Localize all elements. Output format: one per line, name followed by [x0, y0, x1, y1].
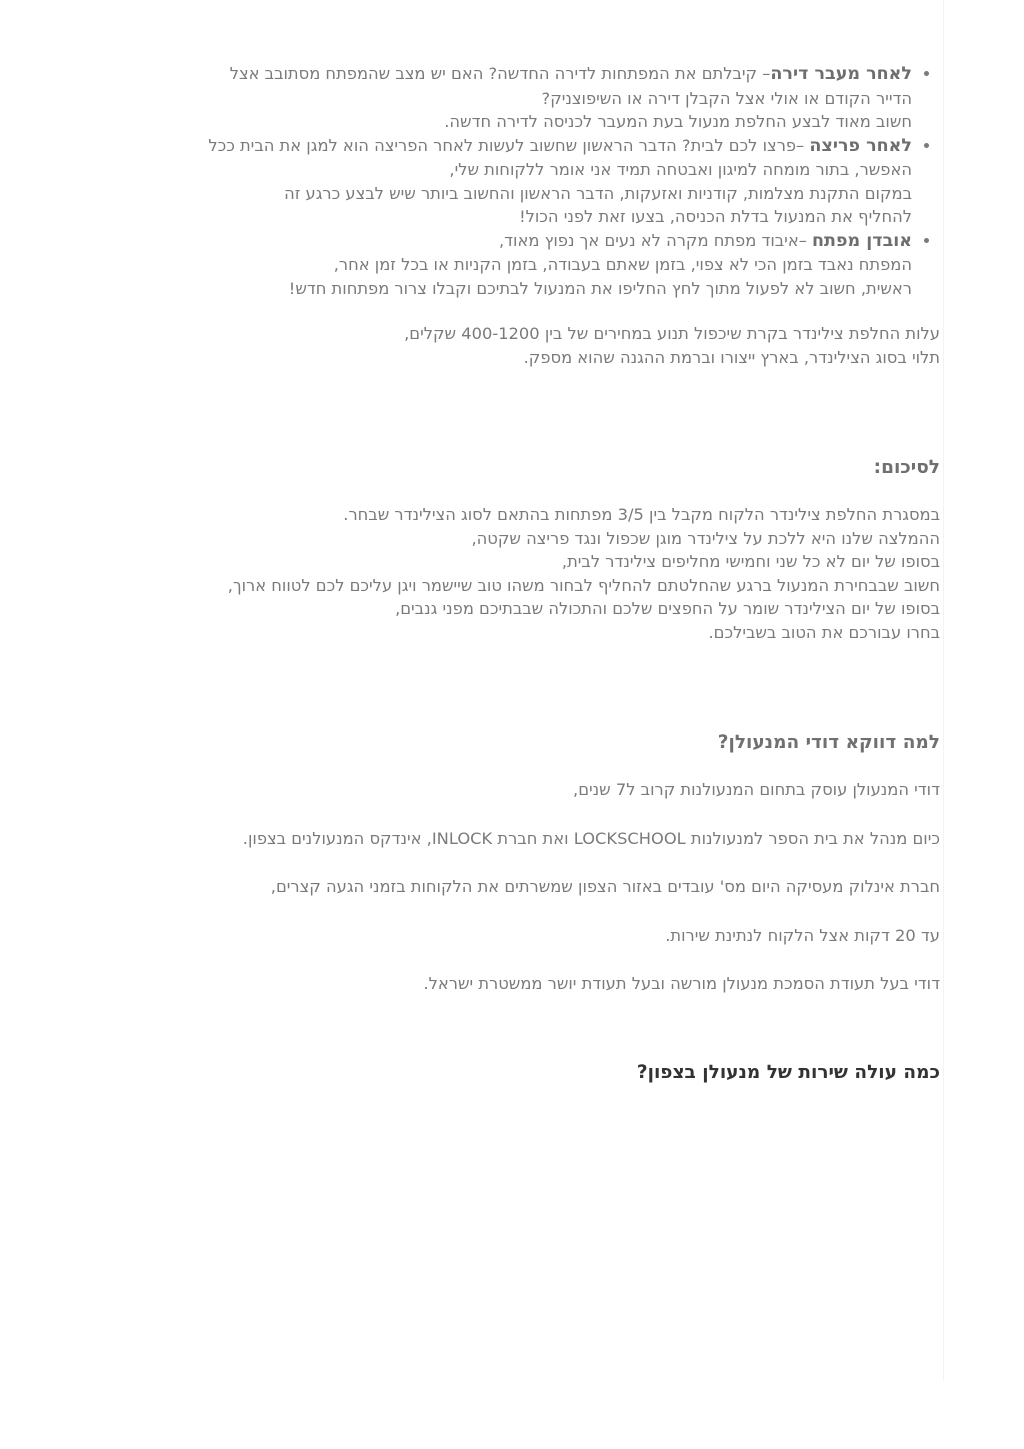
- why-paragraph: חברת אינלוק מעסיקה היום מס' עובדים באזור הצפון שמשרתים את הלקוחות בזמני הגעה קצרים,: [270, 877, 940, 896]
- bullet-line: –איבוד מפתח מקרה לא נעים אך נפוץ מאוד,: [498, 230, 813, 250]
- paragraph-line: בסופו של יום לא כל שני וחמישי מחליפים צילינדר לבית,: [561, 552, 940, 571]
- paragraph-line: עלות החלפת צילינדר בקרת שיכפול תנוע במחירים של בין 400-1200 שקלים,: [404, 324, 940, 343]
- why-paragraph: דודי בעל תעודת הסמכת מנעולן מורשה ובעל תעודת יושר ממשטרת ישראל.: [423, 974, 940, 993]
- bullet-line: המפתח נאבד בזמן הכי לא צפוי, בזמן שאתם בעבודה, בזמן הקניות או בכל זמן אחר,: [333, 255, 912, 274]
- summary-heading: לסיכום:: [873, 457, 940, 478]
- bullet-line: במקום התקנת מצלמות, קודניות ואזעקות, הדבר הראשון והחשוב ביותר שיש לבצע כרגע זה: [284, 183, 912, 203]
- right-margin-rule: [943, 0, 944, 1380]
- bullet-lead: לאחר פריצה: [809, 135, 912, 156]
- bullet-lead: לאחר מעבר דירה: [770, 64, 912, 84]
- list-item: [100, 229, 912, 301]
- paragraph-line: בחרו עבורכם את הטוב בשבילכם.: [708, 622, 940, 642]
- bullet-line: להחליף את המנעול בדלת הכניסה, בצעו זאת לפני הכול!: [519, 207, 912, 226]
- bullet-line: ראשית, חשוב לא לפעול מתוך לחץ החליפו את המנעול לבתיכם וקבלו צרור מפתחות חדש!: [288, 278, 912, 298]
- why-paragraph: עד 20 דקות אצל הלקוח לנתינת שירות.: [665, 925, 940, 945]
- why-paragraph: כיום מנהל את בית הספר למנעולנות LOCKSCHOOL ואת חברת INLOCK, אינדקס המנעולנים בצפון.: [242, 828, 940, 848]
- paragraph-line: בסופו של יום הצילינדר שומר על החפצים שלכם והתכולה שבבתיכם מפני גנבים,: [395, 599, 940, 618]
- summary-paragraph: [100, 503, 940, 644]
- bullet-line: הדייר הקודם או אולי אצל הקבלן דירה או השיפוצניק?: [541, 88, 912, 108]
- paragraph-line: ההמלצה שלנו היא ללכת על צילינדר מוגן שכפול ונגד פריצה שקטה,: [471, 528, 940, 548]
- bullet-line: האפשר, בתור מומחה למיגון ואבטחה תמיד אני אומר ללקוחות שלי,: [449, 160, 912, 179]
- list-item: [100, 62, 912, 134]
- scenario-list: [100, 62, 940, 300]
- cost-paragraph: [100, 322, 940, 369]
- bullet-line: – קיבלתם את המפתחות לדירה החדשה? האם יש מצב שהמפתח מסתובב אצל: [229, 64, 771, 83]
- list-item: [100, 134, 912, 229]
- paragraph-line: חשוב שבבחירת המנעול ברגע שהחלטתם להחליף לבחור משהו טוב שיישמר ויגן עליכם לכם לטווח ארוך,: [227, 575, 940, 595]
- why-paragraph: דודי המנעולן עוסק בתחום המנעולנות קרוב ל7 שנים,: [573, 780, 940, 799]
- cost-heading: כמה עולה שירות של מנעולן בצפון?: [636, 1061, 940, 1083]
- paragraph-line: תלוי בסוג הצילינדר, בארץ ייצורו וברמת ההגנה שהוא מספק.: [523, 347, 940, 367]
- paragraph-line: במסגרת החלפת צילינדר הלקוח מקבל בין 3/5 מפתחות בהתאם לסוג הצילינדר שבחר.: [343, 505, 940, 524]
- bullet-line: חשוב מאוד לבצע החלפת מנעול בעת המעבר לכניסה לדירה חדשה.: [444, 112, 912, 131]
- why-heading: למה דווקא דודי המנעולן?: [717, 732, 940, 753]
- article-body: [100, 62, 940, 1086]
- bullet-line: –פרצו לכם לבית? הדבר הראשון שחשוב לעשות לאחר הפריצה הוא למגן את הבית ככל: [208, 135, 810, 155]
- bullet-lead: אובדן מפתח: [812, 230, 912, 251]
